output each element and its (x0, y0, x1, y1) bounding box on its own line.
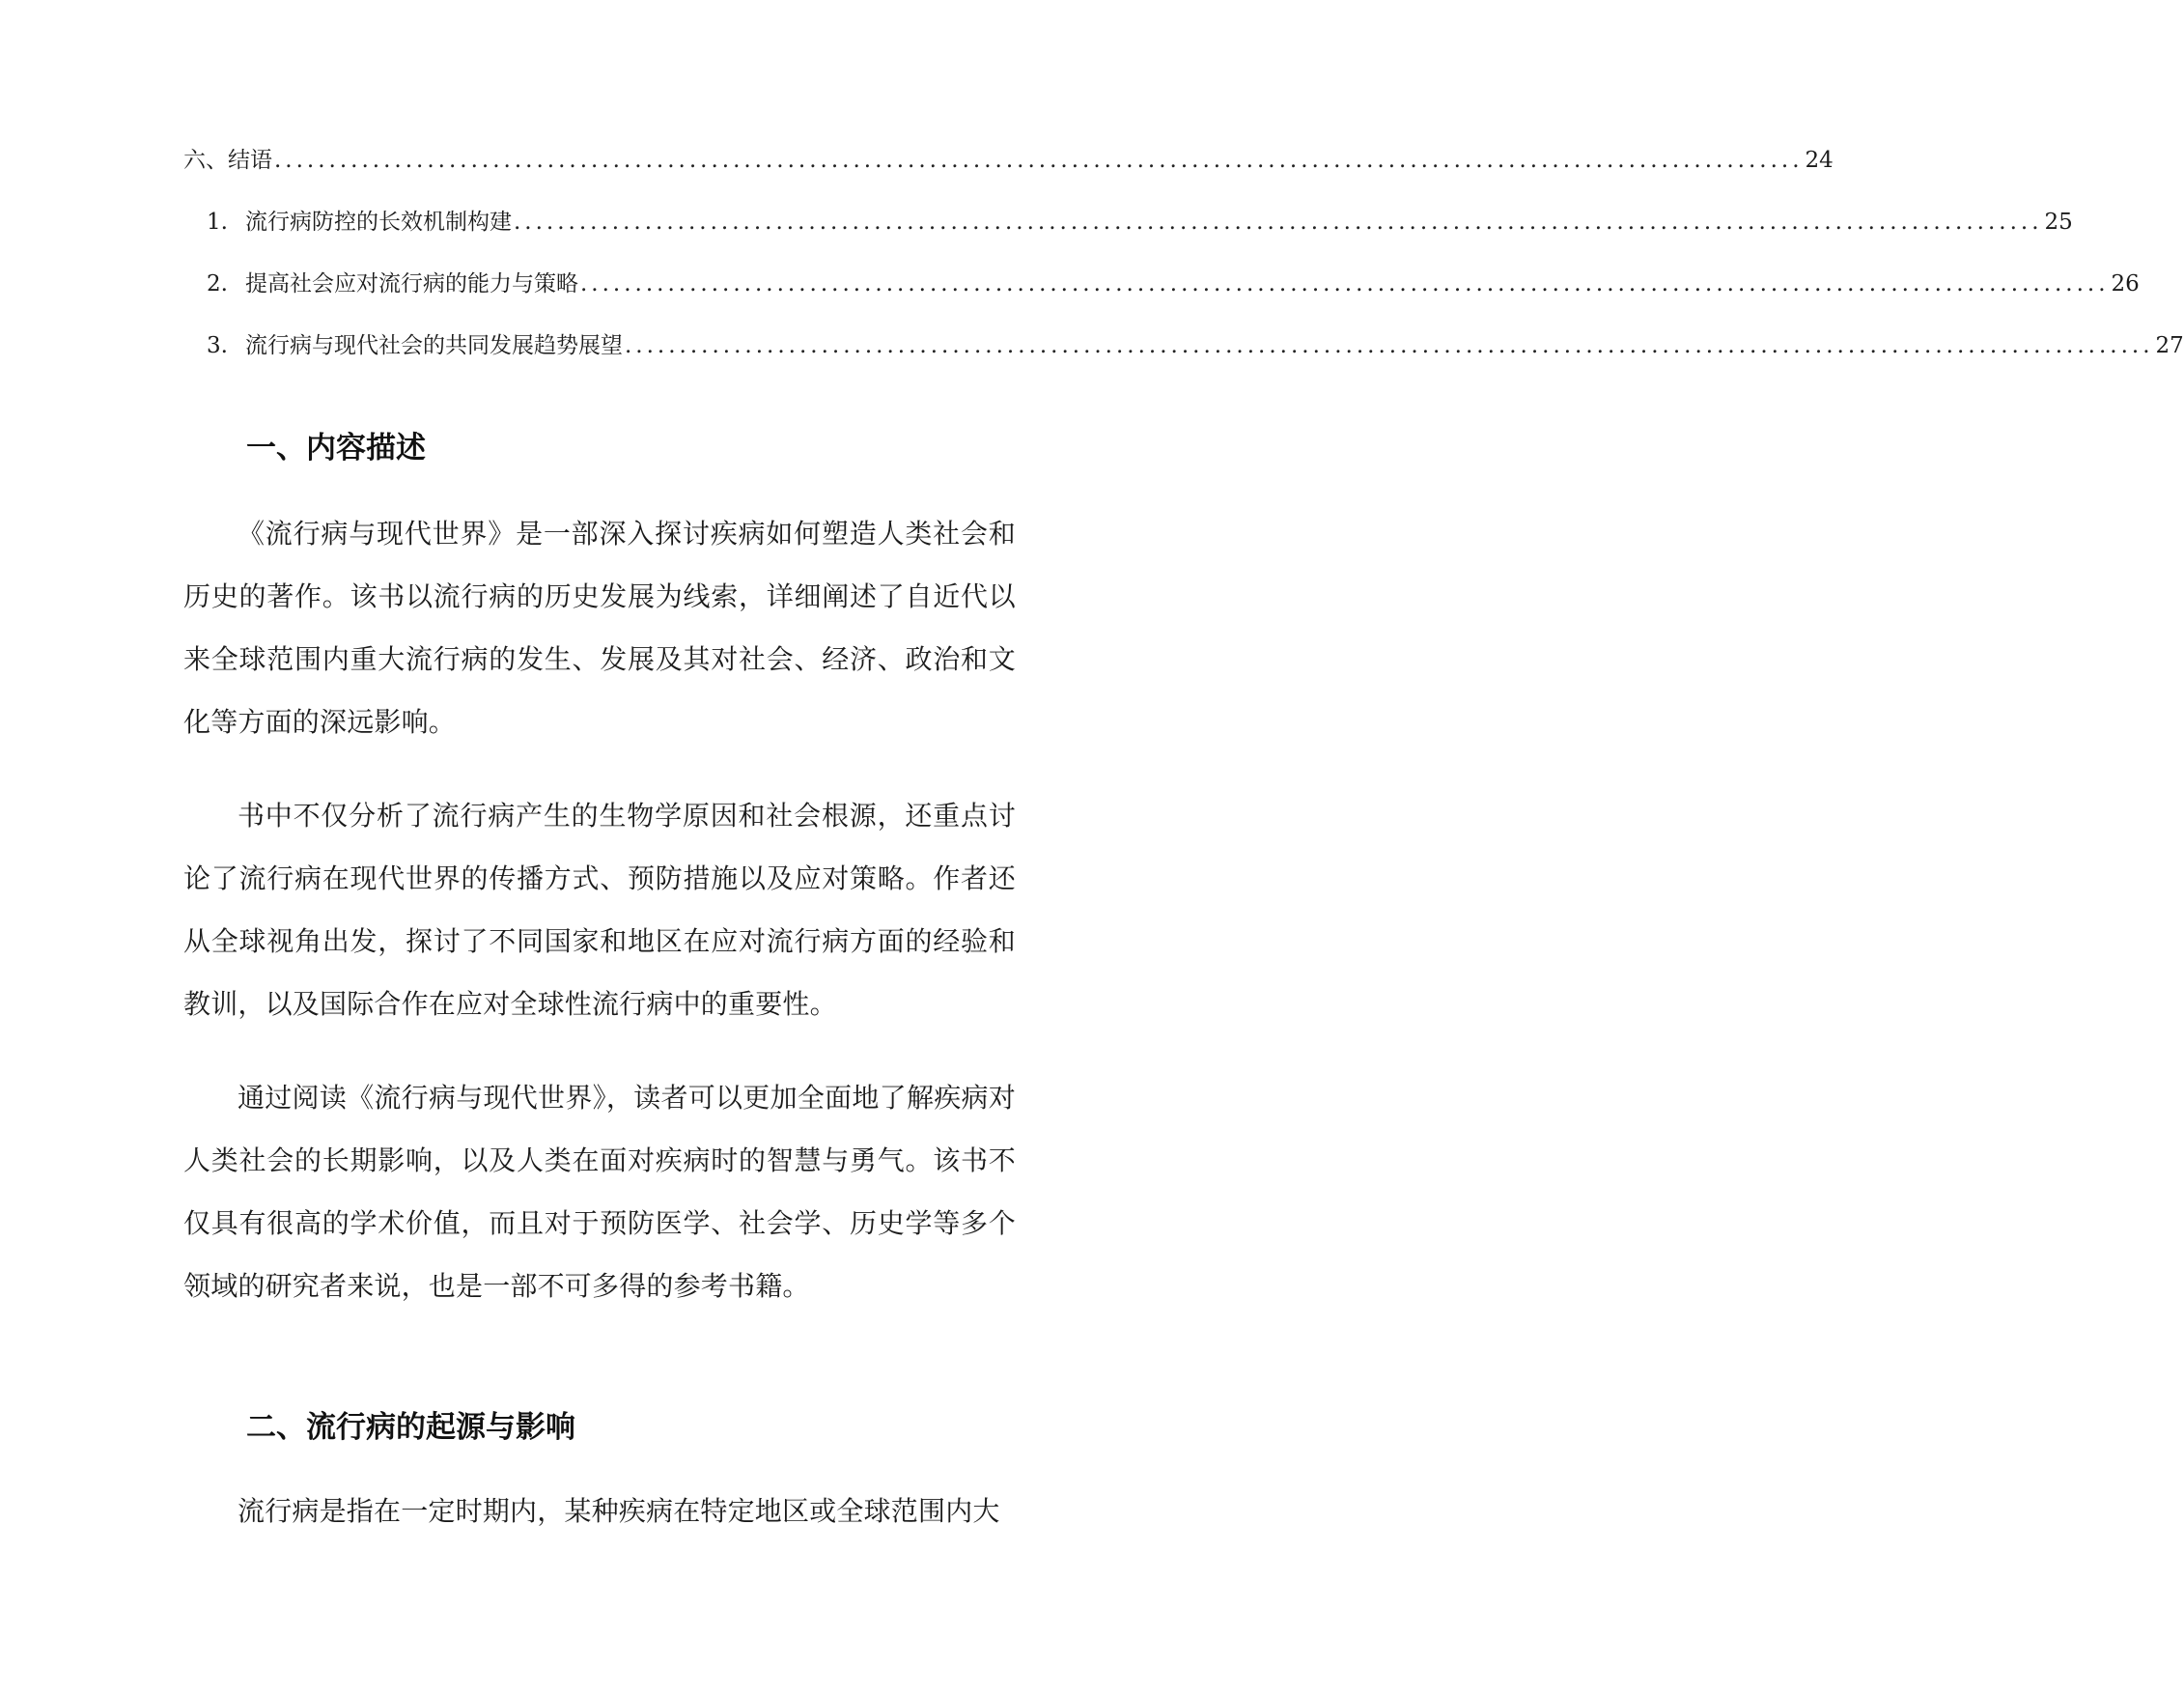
toc-entry-page: 25 (2044, 210, 2073, 235)
toc-entry-page: 24 (1805, 148, 1834, 173)
toc-entry-conclusion[interactable] (183, 145, 1834, 207)
body-paragraph: 书中不仅分析了流行病产生的生物学原因和社会根源，还重点讨论了流行病在现代世界的传播方式、预防措施以及应对策略。作者还从全球视角出发，探讨了不同国家和地区在应对流行病方面的经验和教训，以及国际合作在应对全球性流行病中的重要性。 (183, 800, 1016, 1020)
toc-leader-dots: ............................................................................................................................................ (625, 333, 2154, 358)
toc-leader-dots: ............................................................................................................................................ (274, 148, 1804, 173)
body-paragraph: 《流行病与现代世界》是一部深入探讨疾病如何塑造人类社会和历史的著作。该书以流行病的历史发展为线索，详细阐述了自近代以来全球范围内重大流行病的发生、发展及其对社会、经济、政治和文化等方面的深远影响。 (183, 518, 1016, 738)
toc-leader-dots: ............................................................................................................................................ (580, 271, 2110, 296)
toc-leader-dots: ............................................................................................................................................ (514, 210, 2043, 235)
toc-entry-1[interactable] (183, 207, 2073, 268)
body-paragraph: 流行病是指在一定时期内，某种疾病在特定地区或全球范围内大 (238, 1495, 1000, 1527)
body-paragraph: 通过阅读《流行病与现代世界》，读者可以更加全面地了解疾病对人类社会的长期影响，以及人类在面对疾病时的智慧与勇气。该书不仅具有很高的学术价值，而且对于预防医学、社会学、历史学等多个领域的研究者来说，也是一部不可多得的参考书籍。 (183, 1082, 1016, 1302)
table-of-contents (183, 145, 2184, 392)
toc-entry-number: 3. (207, 333, 228, 358)
toc-entry-3[interactable] (183, 330, 2184, 392)
toc-entry-title: 流行病防控的长效机制构建 (245, 210, 512, 235)
toc-entry-number: 2. (207, 271, 228, 296)
toc-entry-number: 1. (207, 210, 228, 235)
toc-entry-page: 27 (2155, 333, 2184, 358)
toc-entry-title: 流行病与现代社会的共同发展趋势展望 (245, 333, 623, 358)
section-heading-origins-and-impact: 二、流行病的起源与影响 (246, 1410, 575, 1445)
toc-entry-page: 26 (2111, 271, 2140, 296)
toc-entry-title: 提高社会应对流行病的能力与策略 (245, 271, 578, 296)
section-heading-content-description: 一、内容描述 (246, 431, 426, 466)
toc-entry-title: 六、结语 (183, 148, 272, 173)
toc-entry-2[interactable] (183, 268, 2140, 330)
